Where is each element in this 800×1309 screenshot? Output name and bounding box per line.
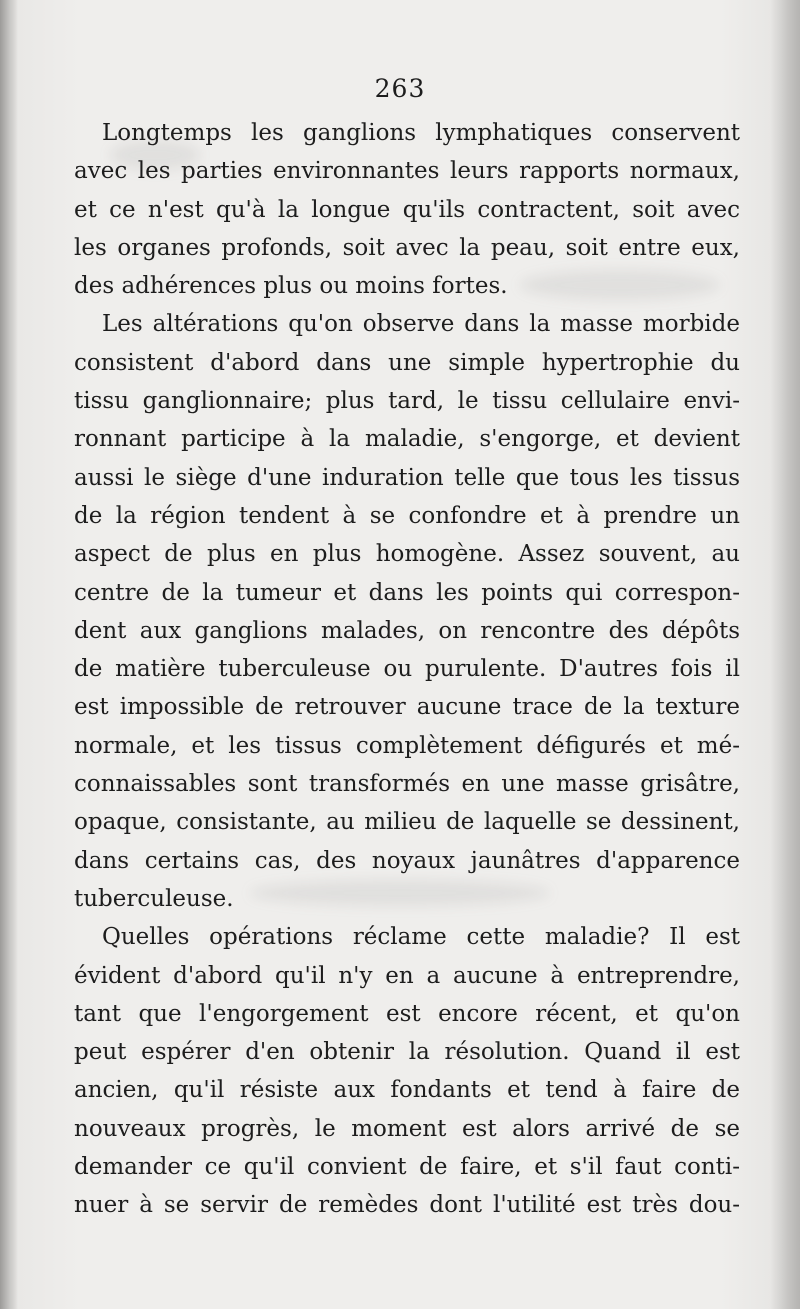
text-line: est impossible de retrouver aucune trace de la texture [74, 694, 740, 721]
text-line: des adhérences plus ou moins fortes. [74, 273, 508, 300]
text-line: avec les parties environnantes leurs rapports normaux, [74, 158, 740, 185]
text-line: normale, et les tissus complètement défigurés et mé- [74, 732, 740, 759]
body-text [74, 114, 740, 1225]
text-line: Longtemps les ganglions lymphatiques conservent [102, 120, 740, 146]
text-line: Les altérations qu'on observe dans la masse morbide [102, 311, 740, 338]
text-line: peut espérer d'en obtenir la résolution. Quand il est [74, 1039, 740, 1066]
text-line: Quelles opérations réclame cette maladie? Il est [102, 924, 740, 951]
text-line: demander ce qu'il convient de faire, et s'il faut conti- [74, 1154, 740, 1181]
page-left-edge [0, 0, 18, 1309]
text-line: de la région tendent à se confondre et à prendre un [74, 502, 740, 529]
text-line: dent aux ganglions malades, on rencontre des dépôts [74, 617, 740, 644]
text-line: connaissables sont transformés en une masse grisâtre, [74, 771, 740, 798]
text-line: de matière tuberculeuse ou purulente. D'autres fois il [74, 656, 740, 683]
text-line: centre de la tumeur et dans les points qui correspon- [74, 579, 740, 606]
text-line: les organes profonds, soit avec la peau, soit entre eux, [74, 234, 740, 261]
text-line: consistent d'abord dans une simple hypertrophie du [74, 349, 740, 376]
text-line: dans certains cas, des noyaux jaunâtres d'apparence [74, 847, 740, 874]
text-line: tuberculeuse. [74, 885, 234, 912]
text-line: évident d'abord qu'il n'y en a aucune à entreprendre, [74, 962, 740, 989]
text-line: tissu ganglionnaire; plus tard, le tissu cellulaire envi- [74, 388, 740, 415]
page-right-edge [770, 0, 800, 1309]
text-line: nuer à se servir de remèdes dont l'utilité est très dou- [74, 1192, 740, 1219]
text-line: aussi le siège d'une induration telle que tous les tissus [74, 464, 740, 491]
text-line: opaque, consistante, au milieu de laquelle se dessinent, [74, 809, 740, 836]
page-number: 263 [374, 74, 426, 103]
text-line: tant que l'engorgement est encore récent, et qu'on [74, 1000, 740, 1027]
text-line: et ce n'est qu'à la longue qu'ils contractent, soit avec [74, 196, 740, 223]
text-line: aspect de plus en plus homogène. Assez souvent, au [74, 541, 740, 568]
text-line: nouveaux progrès, le moment est alors arrivé de se [74, 1115, 740, 1142]
text-line: ancien, qu'il résiste aux fondants et tend à faire de [74, 1077, 740, 1104]
text-line: ronnant participe à la maladie, s'engorge, et devient [74, 426, 740, 453]
